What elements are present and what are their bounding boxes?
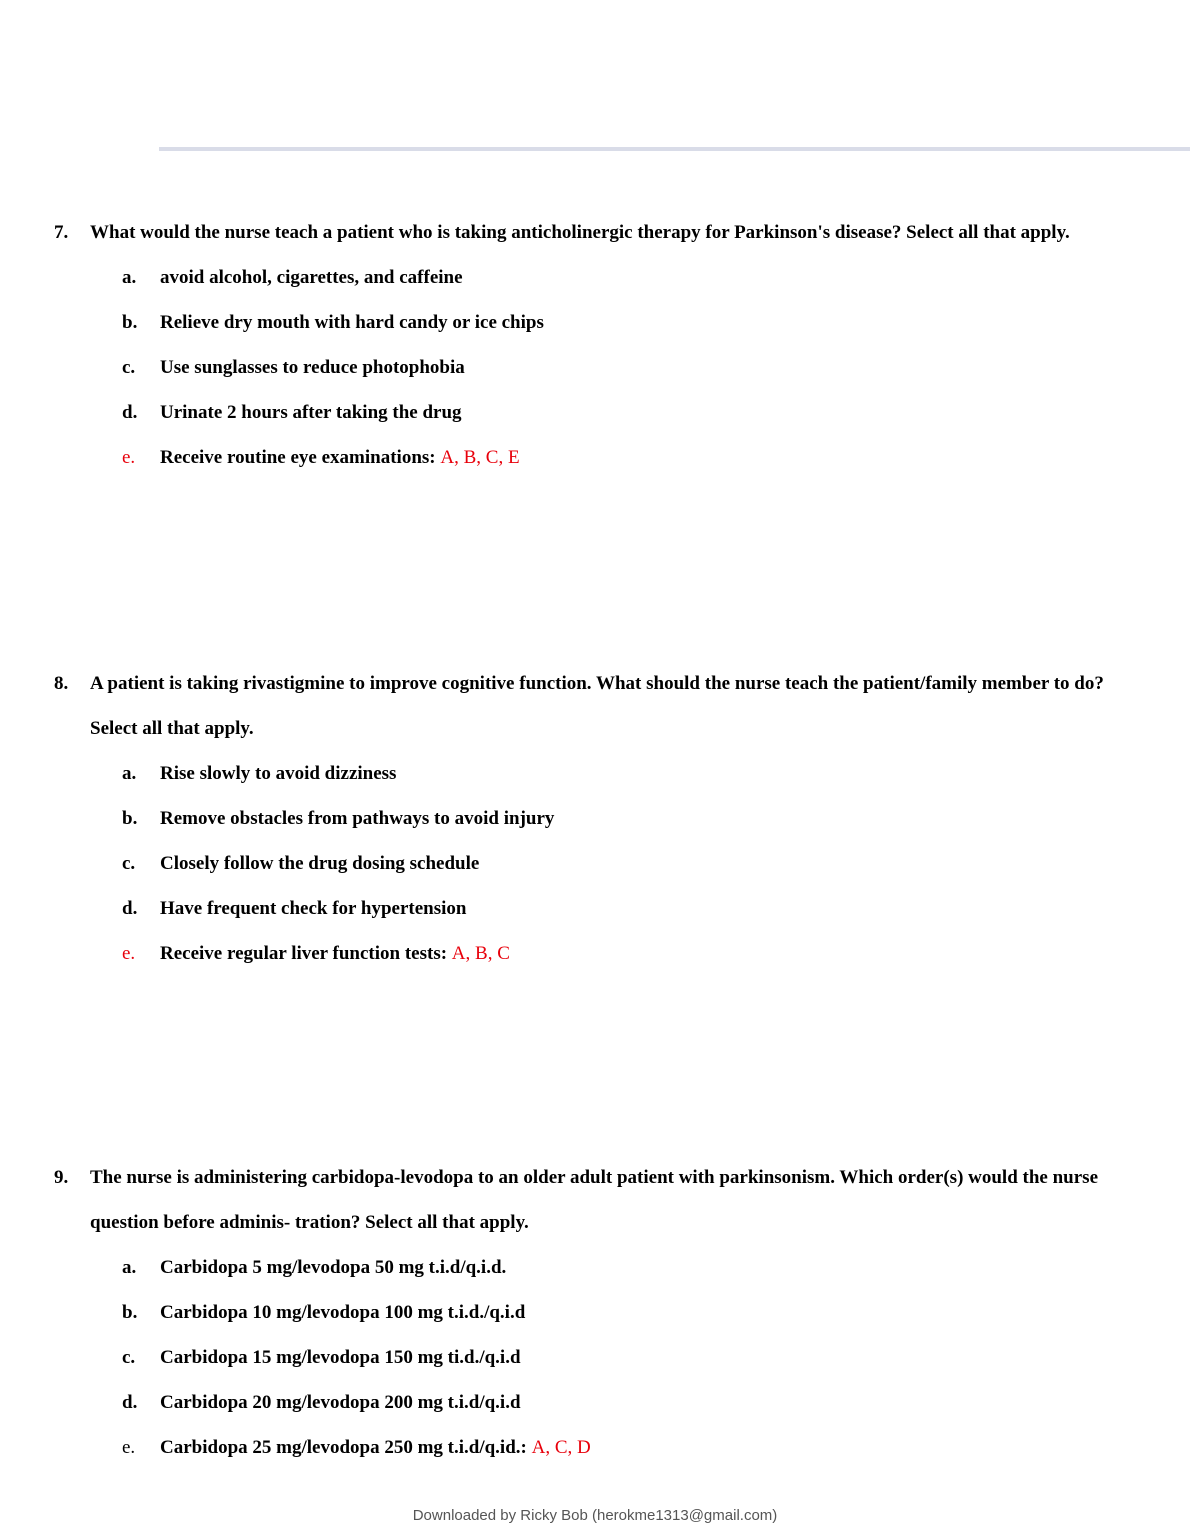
option-text-with-answer <box>160 1436 591 1460</box>
option-text: Have frequent check for hypertension <box>160 898 467 919</box>
option-text: Receive routine eye examinations: <box>160 447 436 468</box>
header-divider <box>159 147 1190 151</box>
option-text-with-answer <box>160 446 520 470</box>
option-letter: e. <box>122 943 136 964</box>
option-text: Urinate 2 hours after taking the drug <box>160 402 462 423</box>
option-letter: a. <box>122 763 137 784</box>
option-letter: d. <box>122 402 138 423</box>
option-text: Carbidopa 20 mg/levodopa 200 mg t.i.d/q.i.d <box>160 1392 521 1413</box>
option-text: Use sunglasses to reduce photophobia <box>160 357 465 378</box>
option-text: Carbidopa 15 mg/levodopa 150 mg ti.d./q.i.d <box>160 1347 521 1368</box>
question-number: 8. <box>54 673 69 694</box>
option-letter: b. <box>122 808 138 829</box>
option-text-with-answer <box>160 942 510 966</box>
option-text: Receive regular liver function tests: <box>160 943 448 964</box>
option-letter: c. <box>122 853 136 874</box>
option-text: Carbidopa 5 mg/levodopa 50 mg t.i.d/q.i.d. <box>160 1257 507 1278</box>
option-text: Rise slowly to avoid dizziness <box>160 763 397 784</box>
question-text-continued: Select all that apply. <box>90 718 254 739</box>
answer-key: A, C, D <box>531 1437 591 1458</box>
option-letter: a. <box>122 1257 137 1278</box>
option-text: Closely follow the drug dosing schedule <box>160 853 480 874</box>
question-number: 7. <box>54 222 69 243</box>
download-footer: Downloaded by Ricky Bob (herokme1313@gmail.com) <box>412 1507 778 1524</box>
option-letter: c. <box>122 1347 136 1368</box>
option-letter: d. <box>122 898 138 919</box>
option-letter: c. <box>122 357 136 378</box>
option-letter: e. <box>122 1437 136 1458</box>
option-text: Carbidopa 10 mg/levodopa 100 mg t.i.d./q.i.d <box>160 1302 526 1323</box>
question-number: 9. <box>54 1167 69 1188</box>
option-letter: e. <box>122 447 136 468</box>
question-text: The nurse is administering carbidopa-levodopa to an older adult patient with parkinsonism. Which order(s) would the nurse <box>90 1167 1099 1188</box>
answer-key: A, B, C, E <box>440 447 520 468</box>
option-text: Remove obstacles from pathways to avoid injury <box>160 808 555 829</box>
option-letter: a. <box>122 267 137 288</box>
option-text: avoid alcohol, cigarettes, and caffeine <box>160 267 463 288</box>
question-text-continued: question before adminis- tration? Select all that apply. <box>90 1212 529 1233</box>
option-letter: b. <box>122 312 138 333</box>
option-letter: b. <box>122 1302 138 1323</box>
question-text: A patient is taking rivastigmine to improve cognitive function. What should the nurse teach the patient/family member to do? <box>90 673 1104 694</box>
answer-key: A, B, C <box>451 943 510 964</box>
question-text: What would the nurse teach a patient who is taking anticholinergic therapy for Parkinson's disease? Select all that apply. <box>90 222 1070 243</box>
option-text: Relieve dry mouth with hard candy or ice chips <box>160 312 544 333</box>
option-letter: d. <box>122 1392 138 1413</box>
option-text: Carbidopa 25 mg/levodopa 250 mg t.i.d/q.id.: <box>160 1437 527 1458</box>
